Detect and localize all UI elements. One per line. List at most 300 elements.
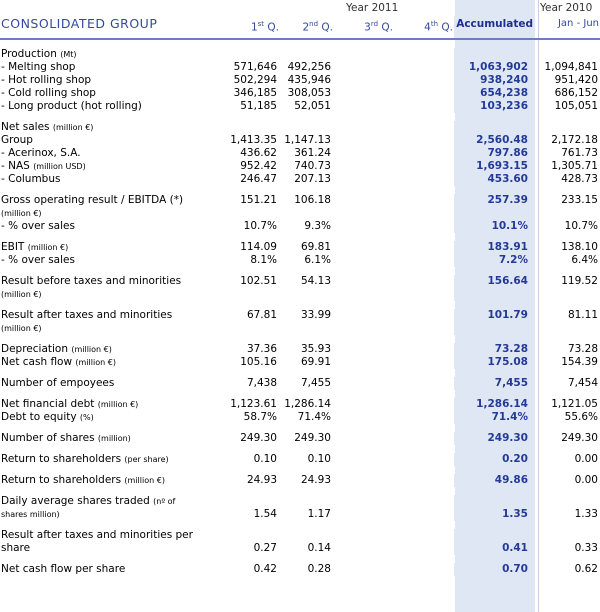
q3-value	[334, 48, 394, 61]
previous-year-value: 7,454	[567, 376, 598, 389]
q1-value: 1,123.61	[230, 397, 277, 410]
table-row	[0, 356, 600, 369]
previous-year-value: 10.7%	[564, 219, 598, 232]
q3-value	[334, 147, 394, 160]
row-label-cell	[0, 288, 226, 301]
row-label-cell	[0, 173, 226, 186]
q3-value	[334, 194, 394, 207]
q3-value	[334, 542, 394, 555]
q3-value	[334, 241, 394, 254]
header-q3	[334, 16, 394, 39]
row-label-cell	[0, 563, 226, 576]
row-unit: (%)	[79, 412, 94, 422]
q2-value	[280, 529, 334, 542]
q4-value	[394, 542, 454, 555]
row-label: share	[1, 541, 31, 554]
row-unit: (million €)	[1, 289, 42, 299]
q3-value	[334, 74, 394, 87]
table-row	[0, 411, 600, 424]
q2-value: 1,286.14	[284, 397, 331, 410]
spacer-row	[0, 369, 600, 377]
spacer-row	[0, 335, 600, 343]
previous-year-value: 105,051	[554, 99, 598, 112]
table-row	[0, 87, 600, 100]
accumulated-value	[454, 529, 534, 542]
row-label: Daily average shares traded	[1, 494, 150, 507]
table-row	[0, 147, 600, 160]
q2-value: 69.81	[300, 240, 331, 253]
previous-year-value: 73.28	[567, 342, 598, 355]
q2-value	[280, 48, 334, 61]
q1-value: 58.7%	[243, 410, 277, 423]
header-accumulated: Accumulated	[454, 16, 534, 39]
row-unit: (million €)	[1, 208, 42, 218]
q4-value	[394, 74, 454, 87]
q2-value: 0.28	[307, 562, 331, 575]
row-label: Return to shareholders	[1, 473, 122, 486]
q2-value: 0.14	[307, 541, 331, 554]
q1-value: 952.42	[240, 159, 277, 172]
q3-suffix-sup: rd	[370, 20, 379, 28]
previous-year-value	[534, 48, 600, 61]
q1-suffix: Q.	[264, 21, 279, 34]
q1-value: 24.93	[246, 473, 277, 486]
spacer-row	[0, 301, 600, 309]
q4-value	[394, 398, 454, 411]
q4-value	[394, 411, 454, 424]
q2-value: 1,147.13	[284, 133, 331, 146]
q1-value: 1.54	[253, 507, 277, 520]
table-row	[0, 432, 600, 445]
q3-value	[334, 453, 394, 466]
q1-value	[226, 495, 280, 508]
row-label: Debt to equity	[1, 410, 77, 423]
accumulated-value	[454, 495, 534, 508]
q2-value: 492,256	[287, 60, 331, 73]
row-label-cell	[0, 309, 226, 322]
q4-value	[394, 100, 454, 113]
row-label-cell	[0, 432, 226, 445]
table-row	[0, 288, 600, 301]
row-label-cell	[0, 207, 226, 220]
previous-year-value: 686,152	[554, 86, 598, 99]
q1-value: 51,185	[240, 99, 277, 112]
q2-value: 69.91	[300, 355, 331, 368]
table-row	[0, 542, 600, 555]
table-row	[0, 254, 600, 267]
row-label: Net sales	[1, 120, 50, 133]
q4-value	[394, 48, 454, 61]
q2-value: 361.24	[294, 146, 331, 159]
accumulated-value: 654,238	[454, 87, 534, 100]
accumulated-value	[454, 322, 534, 335]
q1-value: 0.10	[253, 452, 277, 465]
row-label: Depreciation	[1, 342, 68, 355]
previous-year-value	[534, 322, 600, 335]
row-label-cell	[0, 160, 226, 173]
previous-year-value: 81.11	[567, 308, 598, 321]
q4-value	[394, 241, 454, 254]
q3-value	[334, 377, 394, 390]
previous-year-value: 761.73	[561, 146, 598, 159]
q3-value	[334, 160, 394, 173]
q4-value	[394, 474, 454, 487]
row-label: Number of empoyees	[1, 376, 115, 389]
table-row	[0, 207, 600, 220]
header-jan-jun: Jan - Jun	[534, 16, 600, 39]
table-row	[0, 322, 600, 335]
q2-value: 35.93	[300, 342, 331, 355]
accumulated-value: 183.91	[454, 241, 534, 254]
spacer-row	[0, 555, 600, 563]
q1-value: 0.27	[253, 541, 277, 554]
accumulated-value	[454, 288, 534, 301]
q1-value	[226, 121, 280, 134]
table-row	[0, 398, 600, 411]
accumulated-value	[454, 48, 534, 61]
previous-year-value: 1,121.05	[551, 397, 598, 410]
row-label-cell	[0, 398, 226, 411]
q2-value: 249.30	[294, 431, 331, 444]
row-unit: shares million)	[1, 509, 60, 519]
q2-value: 207.13	[294, 172, 331, 185]
accumulated-value: 0.41	[454, 542, 534, 555]
previous-year-value: 0.00	[574, 473, 598, 486]
q4-value	[394, 453, 454, 466]
row-label: Gross operating result / EBITDA (*)	[1, 193, 184, 206]
accumulated-value: 7,455	[454, 377, 534, 390]
row-unit: (million €)	[124, 475, 165, 485]
q4-value	[394, 529, 454, 542]
q2-value: 308,053	[287, 86, 331, 99]
q4-suffix: Q.	[438, 21, 453, 34]
row-label: - Columbus	[1, 172, 61, 185]
q3-value	[334, 309, 394, 322]
table-row	[0, 275, 600, 288]
row-unit: (Mt)	[60, 49, 77, 59]
q4-value	[394, 563, 454, 576]
previous-year-value	[534, 207, 600, 220]
q1-value: 346,185	[233, 86, 277, 99]
spacer-row	[0, 424, 600, 432]
q4-value	[394, 343, 454, 356]
q3-value	[334, 356, 394, 369]
accumulated-value: 10.1%	[454, 220, 534, 233]
q3-value	[334, 288, 394, 301]
row-label-cell	[0, 343, 226, 356]
row-label-cell	[0, 322, 226, 335]
previous-year-value: 55.6%	[564, 410, 598, 423]
accumulated-value: 175.08	[454, 356, 534, 369]
header-q2	[280, 16, 334, 39]
previous-year-value: 249.30	[561, 431, 598, 444]
q1-value: 105.16	[240, 355, 277, 368]
row-label-cell	[0, 356, 226, 369]
table-row	[0, 194, 600, 207]
q2-value: 106.18	[294, 193, 331, 206]
row-label: - NAS	[1, 159, 30, 172]
row-label-cell	[0, 542, 226, 555]
q3-value	[334, 220, 394, 233]
q3-number: 3	[364, 21, 371, 34]
q2-value: 1.17	[307, 507, 331, 520]
q3-value	[334, 173, 394, 186]
year-previous-label: Year 2010	[540, 2, 593, 14]
q4-value	[394, 377, 454, 390]
q2-number: 2	[302, 21, 310, 34]
header-spacer	[0, 39, 600, 48]
q4-value	[394, 432, 454, 445]
spacer-row	[0, 233, 600, 241]
row-label-cell	[0, 495, 226, 508]
table-row	[0, 121, 600, 134]
row-label: Net cash flow per share	[1, 562, 126, 575]
table-row	[0, 377, 600, 390]
row-label: Production	[1, 47, 57, 60]
previous-year-value: 2,172.18	[551, 133, 598, 146]
table-title: CONSOLIDATED GROUP	[0, 16, 226, 39]
row-label: Return to shareholders	[1, 452, 122, 465]
row-label-cell	[0, 121, 226, 134]
q1-value	[226, 207, 280, 220]
q2-value: 9.3%	[304, 219, 331, 232]
q2-value: 7,455	[300, 376, 331, 389]
accumulated-value: 1.35	[454, 508, 534, 521]
accumulated-value: 1,286.14	[454, 398, 534, 411]
accumulated-value: 2,560.48	[454, 134, 534, 147]
row-label-cell	[0, 474, 226, 487]
q1-value: 114.09	[240, 240, 277, 253]
q1-value: 502,294	[233, 73, 277, 86]
accumulated-value: 1,063,902	[454, 61, 534, 74]
q1-value	[226, 48, 280, 61]
row-label-cell	[0, 48, 226, 61]
row-label-cell	[0, 100, 226, 113]
q1-value: 0.42	[253, 562, 277, 575]
q2-value: 24.93	[300, 473, 331, 486]
q2-value: 71.4%	[297, 410, 331, 423]
spacer-row	[0, 445, 600, 453]
spacer-row	[0, 267, 600, 275]
q4-suffix-sup: th	[430, 20, 439, 28]
table-row	[0, 309, 600, 322]
previous-year-value	[534, 495, 600, 508]
q3-value	[334, 121, 394, 134]
accumulated-value: 0.70	[454, 563, 534, 576]
previous-year-value: 6.4%	[571, 253, 598, 266]
q1-value: 67.81	[246, 308, 277, 321]
q4-value	[394, 134, 454, 147]
header-q4	[394, 16, 454, 39]
spacer-row	[0, 521, 600, 529]
q4-value	[394, 275, 454, 288]
q1-value: 249.30	[240, 431, 277, 444]
previous-year-value: 0.62	[574, 562, 598, 575]
previous-year-value: 0.33	[574, 541, 598, 554]
row-label: Net cash flow	[1, 355, 73, 368]
row-label-cell	[0, 74, 226, 87]
table-row	[0, 48, 600, 61]
row-label-cell	[0, 275, 226, 288]
table-row	[0, 508, 600, 521]
q3-value	[334, 61, 394, 74]
table-row	[0, 529, 600, 542]
q3-value	[334, 275, 394, 288]
spacer-row	[0, 186, 600, 194]
row-label-cell	[0, 87, 226, 100]
row-unit: (per share)	[124, 454, 169, 464]
row-unit: (million €)	[1, 323, 42, 333]
q3-value	[334, 529, 394, 542]
table-row	[0, 100, 600, 113]
q1-suffix-sup: st	[257, 20, 265, 28]
q4-value	[394, 173, 454, 186]
q2-value	[280, 207, 334, 220]
q3-value	[334, 134, 394, 147]
q3-value	[334, 343, 394, 356]
q4-value	[394, 322, 454, 335]
row-label: - Acerinox, S.A.	[1, 146, 81, 159]
row-label: - Cold rolling shop	[1, 86, 96, 99]
accumulated-value: 938,240	[454, 74, 534, 87]
q1-value: 37.36	[246, 342, 277, 355]
previous-year-value	[534, 288, 600, 301]
q4-number: 4	[424, 21, 431, 34]
q4-value	[394, 254, 454, 267]
row-unit: (million €)	[97, 399, 139, 409]
q2-value	[280, 288, 334, 301]
accumulated-value: 249.30	[454, 432, 534, 445]
q2-value	[280, 322, 334, 335]
q3-value	[334, 474, 394, 487]
accumulated-value: 71.4%	[454, 411, 534, 424]
row-label: Group	[1, 133, 33, 146]
row-label-cell	[0, 529, 226, 542]
row-unit: (million)	[97, 433, 131, 443]
table-row	[0, 453, 600, 466]
row-label-cell	[0, 508, 226, 521]
row-label: Net financial debt	[1, 397, 95, 410]
q4-value	[394, 194, 454, 207]
row-label: - Melting shop	[1, 60, 76, 73]
row-label-cell	[0, 254, 226, 267]
accumulated-value: 0.20	[454, 453, 534, 466]
q2-value: 0.10	[307, 452, 331, 465]
row-label: EBIT	[1, 240, 25, 253]
previous-year-value: 1,305.71	[551, 159, 598, 172]
row-label: - % over sales	[1, 219, 75, 232]
row-label: Result after taxes and minorities per	[1, 528, 193, 541]
row-unit: (nº of	[153, 496, 176, 506]
row-unit: (million €)	[75, 357, 116, 367]
q4-value	[394, 356, 454, 369]
q2-value: 435,946	[287, 73, 331, 86]
table-row	[0, 160, 600, 173]
q4-value	[394, 160, 454, 173]
previous-year-value: 0.00	[574, 452, 598, 465]
q1-value: 10.7%	[243, 219, 277, 232]
year-current-label: Year 2011	[346, 2, 399, 14]
row-label-cell	[0, 241, 226, 254]
table-row	[0, 173, 600, 186]
previous-year-value: 138.10	[561, 240, 598, 253]
table-row	[0, 563, 600, 576]
q1-value: 7,438	[246, 376, 277, 389]
table-row	[0, 241, 600, 254]
header-q1	[226, 16, 280, 39]
spacer-row	[0, 113, 600, 121]
q3-value	[334, 398, 394, 411]
q1-value	[226, 288, 280, 301]
accumulated-value: 453.60	[454, 173, 534, 186]
q3-value	[334, 411, 394, 424]
table-row	[0, 474, 600, 487]
row-label-cell	[0, 220, 226, 233]
row-label: - Hot rolling shop	[1, 73, 92, 86]
table-row	[0, 343, 600, 356]
row-unit: (million USD)	[33, 161, 86, 171]
q3-value	[334, 87, 394, 100]
accumulated-value: 156.64	[454, 275, 534, 288]
row-label-cell	[0, 61, 226, 74]
row-label-cell	[0, 194, 226, 207]
row-unit: (million €)	[71, 344, 112, 354]
q3-value	[334, 254, 394, 267]
q4-value	[394, 121, 454, 134]
q2-suffix-sup: nd	[309, 20, 319, 28]
table-row	[0, 134, 600, 147]
accumulated-value: 49.86	[454, 474, 534, 487]
previous-year-value: 119.52	[561, 274, 598, 287]
accumulated-value	[454, 121, 534, 134]
row-label: - % over sales	[1, 253, 75, 266]
q3-suffix: Q.	[378, 21, 393, 34]
q4-value	[394, 61, 454, 74]
q1-value: 1,413.35	[230, 133, 277, 146]
q2-value	[280, 121, 334, 134]
accumulated-value: 257.39	[454, 194, 534, 207]
previous-year-value: 154.39	[561, 355, 598, 368]
accumulated-value: 1,693.15	[454, 160, 534, 173]
q3-value	[334, 322, 394, 335]
previous-year-value: 951,420	[554, 73, 598, 86]
row-label-cell	[0, 377, 226, 390]
row-label: - Long product (hot rolling)	[1, 99, 142, 112]
q2-value	[280, 495, 334, 508]
q4-value	[394, 508, 454, 521]
spacer-row	[0, 466, 600, 474]
accumulated-value: 101.79	[454, 309, 534, 322]
previous-year-value: 1.33	[574, 507, 598, 520]
q1-value: 436.62	[240, 146, 277, 159]
q4-value	[394, 220, 454, 233]
row-label-cell	[0, 453, 226, 466]
q4-value	[394, 87, 454, 100]
accumulated-value: 797.86	[454, 147, 534, 160]
previous-year-value	[534, 121, 600, 134]
accumulated-value: 73.28	[454, 343, 534, 356]
q4-value	[394, 147, 454, 160]
table-header	[0, 16, 600, 39]
row-label: Result after taxes and minorities	[1, 308, 173, 321]
accumulated-value: 103,236	[454, 100, 534, 113]
q1-value: 246.47	[240, 172, 277, 185]
q1-value	[226, 529, 280, 542]
q2-value: 6.1%	[304, 253, 331, 266]
q1-value: 151.21	[240, 193, 277, 206]
accumulated-value: 7.2%	[454, 254, 534, 267]
table-row	[0, 61, 600, 74]
